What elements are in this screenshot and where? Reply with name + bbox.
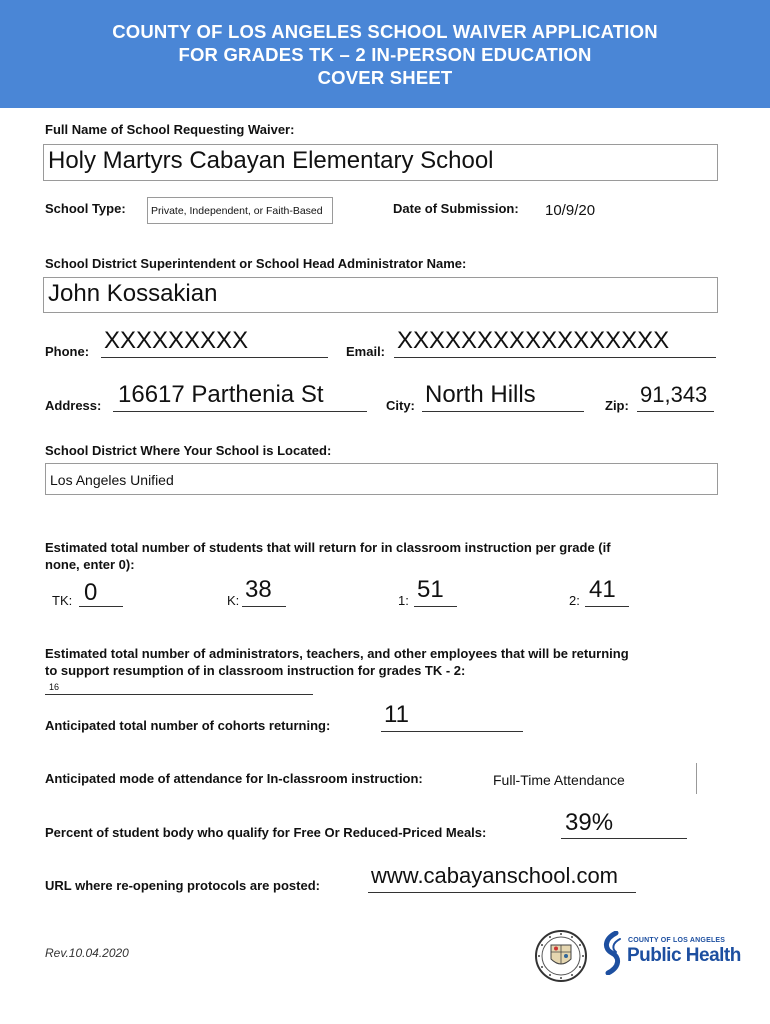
submission-date-value[interactable]: 10/9/20: [545, 202, 596, 219]
email-underline: [394, 357, 716, 358]
students-label-line2: none, enter 0):: [45, 557, 135, 572]
attendance-label: Anticipated mode of attendance for In-classroom instruction:: [45, 771, 423, 786]
address-label: Address:: [45, 398, 102, 413]
header-title-line1: COUNTY OF LOS ANGELES SCHOOL WAIVER APPLICATION: [112, 20, 658, 42]
header-banner: [0, 0, 770, 108]
cohorts-underline: [381, 731, 523, 732]
k-value[interactable]: 38: [245, 576, 272, 603]
k-label: K:: [227, 593, 240, 608]
grade2-label: 2:: [569, 593, 580, 608]
url-value[interactable]: www.cabayanschool.com: [371, 863, 619, 888]
attendance-value[interactable]: Full-Time Attendance: [493, 772, 625, 788]
grade1-underline: [414, 606, 457, 607]
address-value[interactable]: 16617 Parthenia St: [118, 381, 324, 408]
cohorts-label: Anticipated total number of cohorts returning:: [45, 718, 331, 733]
tk-value[interactable]: 0: [84, 579, 98, 606]
city-value[interactable]: North Hills: [425, 381, 536, 408]
cohorts-value[interactable]: 11: [384, 701, 409, 728]
meals-value[interactable]: 39%: [565, 809, 614, 836]
header-title-line3: COVER SHEET: [317, 66, 453, 88]
school-type-label: School Type:: [45, 201, 126, 216]
email-label: Email:: [346, 344, 386, 359]
grade1-label: 1:: [398, 593, 409, 608]
city-label: City:: [386, 398, 415, 413]
county-seal-icon: [534, 929, 588, 983]
meals-label: Percent of student body who qualify for Free Or Reduced-Priced Meals:: [45, 825, 487, 840]
school-name-field[interactable]: Holy Martyrs Cabayan Elementary School: [43, 144, 718, 181]
city-underline: [422, 411, 584, 412]
staff-label-line1: Estimated total number of administrators, teachers, and other employees that will be returning: [45, 646, 629, 661]
staff-value[interactable]: 16: [49, 682, 60, 692]
grade2-underline: [585, 606, 629, 607]
revision-text: Rev.10.04.2020: [45, 946, 129, 960]
zip-label: Zip:: [605, 398, 629, 413]
url-underline: [368, 892, 636, 893]
public-health-text: Public Health: [627, 945, 741, 966]
submission-date-label: Date of Submission:: [393, 201, 519, 216]
phone-underline: [101, 357, 328, 358]
zip-value[interactable]: 91,343: [640, 382, 708, 407]
students-label-line1: Estimated total number of students that will return for in classroom instruction per grade (if: [45, 540, 611, 555]
grade2-value[interactable]: 41: [589, 576, 616, 603]
grade1-value[interactable]: 51: [417, 576, 444, 603]
public-health-logo-icon: [600, 931, 624, 975]
header-title-line2: FOR GRADES TK – 2 IN-PERSON EDUCATION: [178, 43, 592, 65]
school-name-label: Full Name of School Requesting Waiver:: [45, 122, 295, 137]
public-health-county-text: COUNTY OF LOS ANGELES: [628, 937, 726, 944]
zip-underline: [637, 411, 714, 412]
school-type-field[interactable]: Private, Independent, or Faith-Based: [147, 197, 333, 224]
url-label: URL where re-opening protocols are posted:: [45, 878, 320, 893]
phone-label: Phone:: [45, 344, 90, 359]
k-underline: [242, 606, 286, 607]
tk-underline: [79, 606, 123, 607]
superintendent-label: School District Superintendent or School Head Administrator Name:: [45, 256, 467, 271]
email-value[interactable]: XXXXXXXXXXXXXXXXX: [397, 327, 670, 354]
district-label: School District Where Your School is Located:: [45, 443, 332, 458]
staff-label-line2: to support resumption of in classroom instruction for grades TK - 2:: [45, 663, 466, 678]
staff-underline: [45, 694, 313, 695]
superintendent-field[interactable]: John Kossakian: [43, 277, 718, 313]
attendance-field-edge: [696, 763, 697, 794]
district-field[interactable]: Los Angeles Unified: [45, 463, 718, 495]
phone-value[interactable]: XXXXXXXXX: [104, 327, 249, 354]
tk-label: TK:: [52, 593, 73, 608]
address-underline: [113, 411, 367, 412]
meals-underline: [561, 838, 687, 839]
